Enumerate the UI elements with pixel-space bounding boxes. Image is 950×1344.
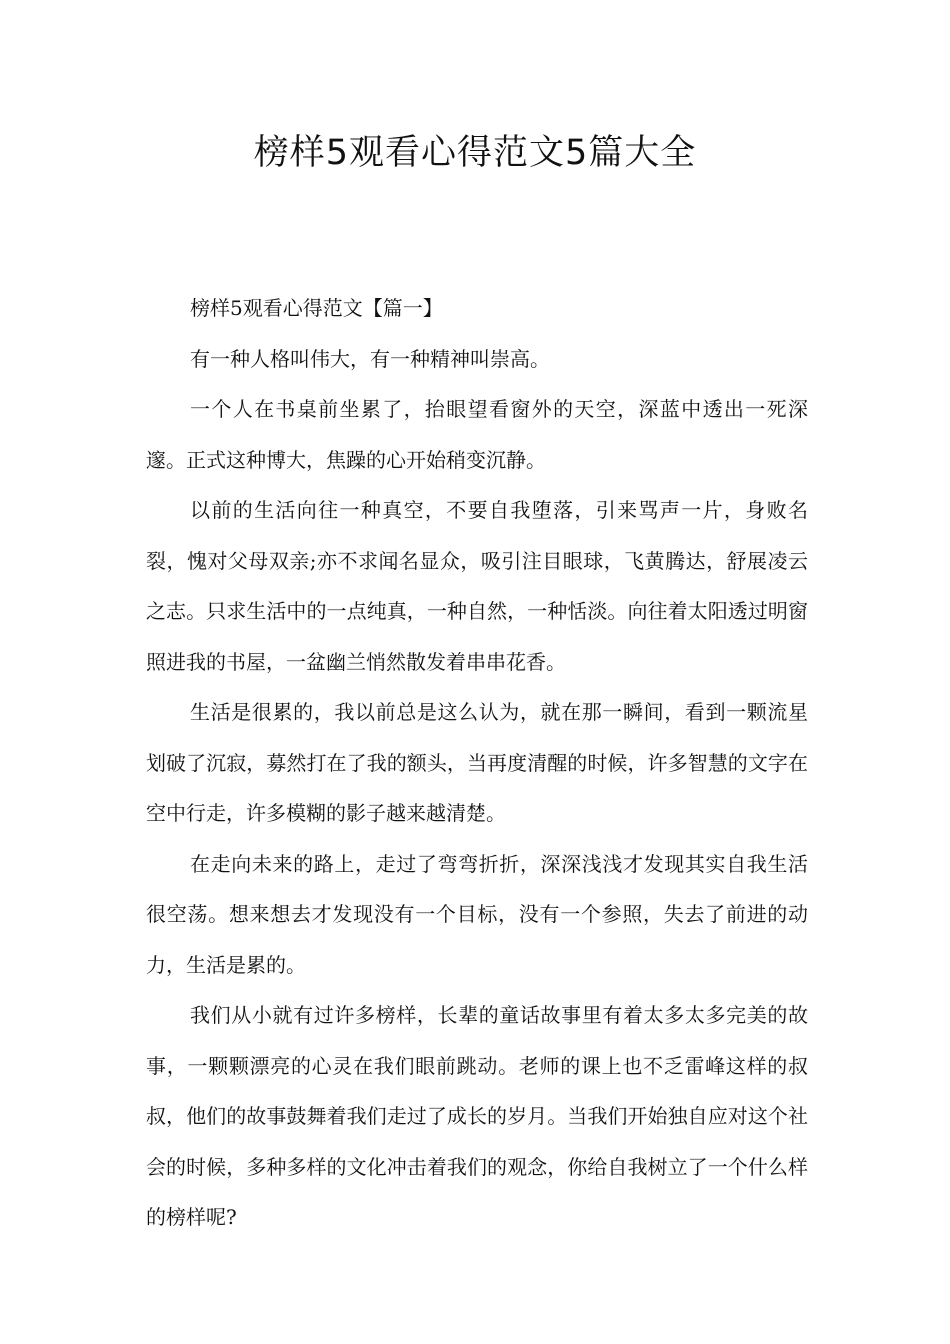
paragraph: 一个人在书桌前坐累了，抬眼望看窗外的天空，深蓝中透出一死深邃。正式这种博大，焦躁的心开始稍变沉静。 bbox=[146, 397, 808, 472]
section-heading: 榜样5观看心得范文【篇一】 bbox=[190, 296, 443, 320]
paragraph: 有一种人格叫伟大，有一种精神叫崇高。 bbox=[190, 346, 550, 371]
document-title: 榜样5观看心得范文5篇大全 bbox=[253, 133, 697, 173]
paragraph: 以前的生活向往一种真空，不要自我堕落，引来骂声一片，身败名裂，愧对父母双亲;亦不求闻名显众，吸引注目眼球，飞黄腾达，舒展凌云之志。只求生活中的一点纯真，一种自然，一种恬淡。向往着太阳透过明窗照进我的书屋，一盆幽兰悄然散发着串串花香。 bbox=[146, 498, 808, 674]
paragraph: 生活是很累的，我以前总是这么认为，就在那一瞬间，看到一颗流星划破了沉寂，募然打在了我的额头，当再度清醒的时候，许多智慧的文字在空中行走，许多模糊的影子越来越清楚。 bbox=[146, 700, 808, 825]
paragraph: 我们从小就有过许多榜样，长辈的童话故事里有着太多太多完美的故事，一颗颗漂亮的心灵在我们眼前跳动。老师的课上也不乏雷峰这样的叔叔，他们的故事鼓舞着我们走过了成长的岁月。当我们开始独自应对这个社会的时候，多种多样的文化冲击着我们的观念，你给自我树立了一个什么样的榜样呢? bbox=[146, 1003, 808, 1229]
document-body bbox=[146, 283, 808, 1243]
paragraph: 在走向未来的路上，走过了弯弯折折，深深浅浅才发现其实自我生活很空荡。想来想去才发现没有一个目标，没有一个参照，失去了前进的动力，生活是累的。 bbox=[146, 851, 808, 977]
